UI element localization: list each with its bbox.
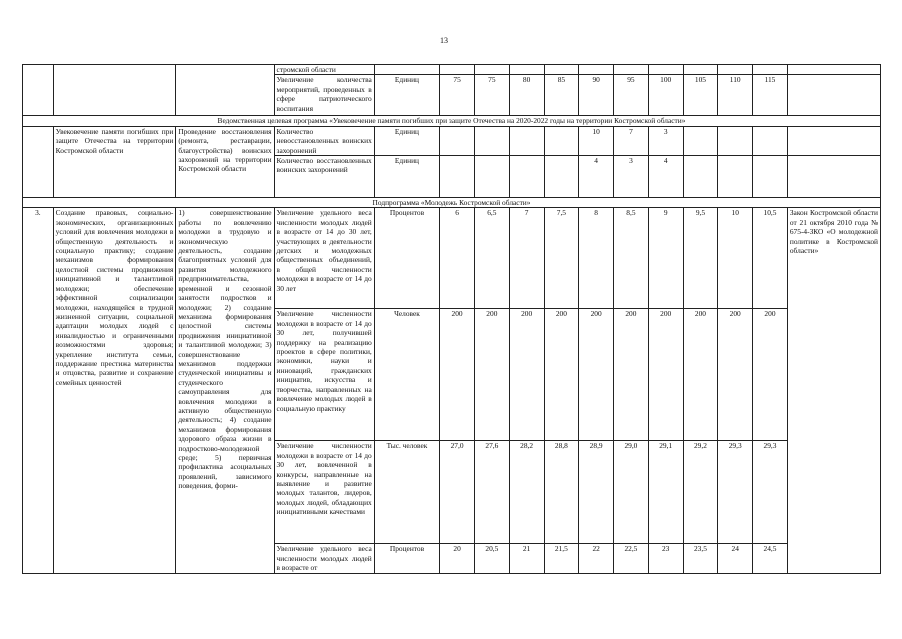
value-cell: 28,8 — [544, 441, 579, 544]
value-cell: 75 — [440, 75, 475, 116]
value-cell: 28,2 — [509, 441, 544, 544]
value-cell: 200 — [544, 309, 579, 441]
page-number: 13 — [440, 36, 448, 45]
value-cell: 22,5 — [614, 544, 649, 573]
value-cell: 7,5 — [544, 208, 579, 309]
indicator-cell: Увеличение численности молодежи в возрасте от 14 до 30 лет, вовлеченной в конкурсы, направленные на выявление и развитие молодых талантов, лидеров, молодых людей, обладающих инициативными качествами — [274, 441, 374, 544]
value-cell: 105 — [683, 75, 718, 116]
value-cell: 22 — [579, 544, 614, 573]
value-cell: 28,9 — [579, 441, 614, 544]
value-cell: 4 — [648, 156, 683, 198]
law-cell: Закон Костромской области от 21 октября 2010 года № 675-4-ЗКО «О молодежной политике в Костромской области» — [787, 208, 880, 573]
value-cell: 115 — [753, 75, 788, 116]
table-row — [23, 65, 881, 75]
value-cell: 200 — [648, 309, 683, 441]
value-cell: 6,5 — [474, 208, 509, 309]
section-header-row — [23, 116, 881, 126]
value-cell: 9 — [648, 208, 683, 309]
value-cell: 8 — [579, 208, 614, 309]
value-cell: 7 — [509, 208, 544, 309]
unit-cell: Процентов — [374, 208, 439, 309]
value-cell: 20 — [440, 544, 475, 573]
value-cell: 7 — [614, 126, 649, 155]
value-cell: 29,3 — [718, 441, 753, 544]
indicator-cell: Количество восстановленных воинских захоронений — [274, 156, 374, 198]
value-cell: 29,2 — [683, 441, 718, 544]
value-cell: 23 — [648, 544, 683, 573]
task-cell: 1) совершенствование работы по вовлечению молодежи в трудовую и экономическую деятельность, создание благоприятных условий для развития молодежного предпринимательства, временной и сезонной занятости подростков и молодежи; 2) создание механизма формирования целостной системы продвижения инициативной и талантливой молодежи; 3) совершенствование механизмов поддержки студенческой инициативы и студенческого самоуправления для вовлечения молодежи в активную общественную деятельность; 4) создание механизмов формирования здорового образа жизни в подростково-молодежной среде; 5) первичная профилактика асоциальных проявлений, зависимого поведения, форми- — [176, 208, 274, 573]
indicator-cell: стромской области — [274, 65, 374, 75]
goal-cell: Увековечение памяти погибших при защите Отечества на территории Костромской области — [53, 126, 176, 197]
value-cell: 95 — [614, 75, 649, 116]
value-cell: 10 — [718, 208, 753, 309]
value-cell: 21 — [509, 544, 544, 573]
value-cell: 29,3 — [753, 441, 788, 544]
section-header-row — [23, 198, 881, 208]
value-cell: 100 — [648, 75, 683, 116]
unit-cell: Единиц — [374, 126, 439, 155]
value-cell: 23,5 — [683, 544, 718, 573]
value-cell: 90 — [579, 75, 614, 116]
row-number: 3. — [23, 208, 54, 573]
value-cell: 24,5 — [753, 544, 788, 573]
task-cell: Проведение восстановления (ремонта, реставрации, благоустройства) воинских захоронений на территории Костромской области — [176, 126, 274, 197]
value-cell: 85 — [544, 75, 579, 116]
value-cell: 3 — [648, 126, 683, 155]
value-cell: 200 — [579, 309, 614, 441]
value-cell: 8,5 — [614, 208, 649, 309]
unit-cell: Процентов — [374, 544, 439, 573]
value-cell: 200 — [753, 309, 788, 441]
value-cell: 110 — [718, 75, 753, 116]
table-row — [23, 126, 881, 155]
indicator-cell: Увеличение количества мероприятий, проведенных в сфере патриотического воспитания — [274, 75, 374, 116]
program-heading: Ведомственная целевая программа «Увековечение памяти погибших при защите Отечества на 2020-2022 годы на территории Костромской области» — [23, 116, 881, 126]
value-cell: 6 — [440, 208, 475, 309]
value-cell: 10,5 — [753, 208, 788, 309]
value-cell: 20,5 — [474, 544, 509, 573]
value-cell: 3 — [614, 156, 649, 198]
unit-cell: Единиц — [374, 75, 439, 116]
value-cell: 200 — [474, 309, 509, 441]
unit-cell: Тыс. человек — [374, 441, 439, 544]
value-cell: 200 — [440, 309, 475, 441]
value-cell: 75 — [474, 75, 509, 116]
goal-cell: Создание правовых, социально-экономических, организационных условий для вовлечения молодежи в общественную деятельность и социальную практику; создание механизмов формирования целостной системы продвижения инициативной и талантливой молодежи; обеспечение эффективной социализации молодежи, находящейся в трудной жизненной ситуации, социальной адаптации молодых людей с инвалидностью и ограниченными возможностями здоровья; укрепление института семьи, поддержание престижа материнства и отцовства, развитие и сохранение семейных ценностей — [53, 208, 176, 573]
indicator-cell: Увеличение удельного веса численности молодых людей в возрасте от — [274, 544, 374, 573]
value-cell: 200 — [614, 309, 649, 441]
value-cell: 24 — [718, 544, 753, 573]
indicator-cell: Количество невосстановленных воинских захоронений — [274, 126, 374, 155]
unit-cell: Единиц — [374, 156, 439, 198]
indicator-cell: Увеличение удельного веса численности молодых людей в возрасте от 14 до 30 лет, участвующих в деятельности детских и молодежных общественных объединений, в общей численности молодежи в возрасте от 14 до 30 лет — [274, 208, 374, 309]
subprogram-heading: Подпрограмма «Молодежь Костромской области» — [23, 198, 881, 208]
value-cell: 80 — [509, 75, 544, 116]
value-cell: 21,5 — [544, 544, 579, 573]
value-cell: 9,5 — [683, 208, 718, 309]
unit-cell: Человек — [374, 309, 439, 441]
value-cell: 29,0 — [614, 441, 649, 544]
indicators-table — [22, 64, 881, 574]
table-row — [23, 208, 881, 309]
value-cell: 29,1 — [648, 441, 683, 544]
value-cell: 200 — [718, 309, 753, 441]
value-cell: 10 — [579, 126, 614, 155]
value-cell: 27,0 — [440, 441, 475, 544]
value-cell: 4 — [579, 156, 614, 198]
indicator-cell: Увеличение численности молодежи в возрасте от 14 до 30 лет, получившей поддержку на реализацию проектов в сфере политики, экономики, науки и инноваций, гражданских инициатив, искусства и творчества, направленных на вовлечение молодых людей в социальную практику — [274, 309, 374, 441]
value-cell: 200 — [509, 309, 544, 441]
value-cell: 27,6 — [474, 441, 509, 544]
value-cell: 200 — [683, 309, 718, 441]
